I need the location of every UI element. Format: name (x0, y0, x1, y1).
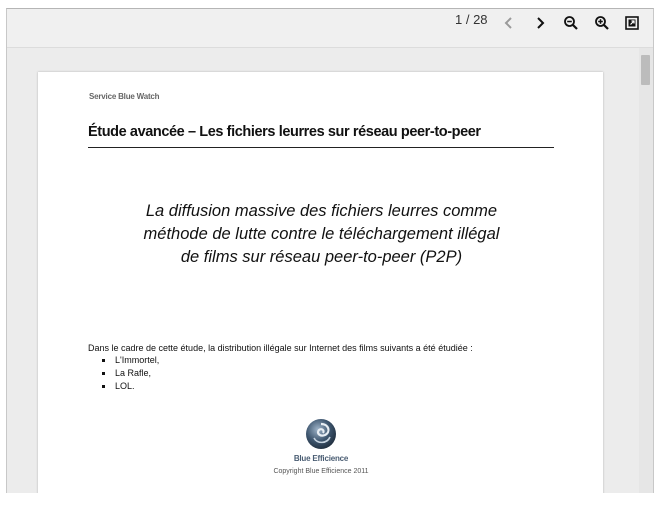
subtitle-line: de films sur réseau peer-to-peer (P2P) (180, 248, 463, 266)
film-title: L'Immortel, (115, 355, 160, 365)
list-item (102, 354, 159, 367)
zoom-in-button[interactable] (590, 11, 614, 35)
document-header-small: Service Blue Watch (89, 92, 160, 101)
pdf-viewer (6, 8, 654, 493)
title-divider (88, 147, 554, 148)
zoom-out-button[interactable] (559, 11, 583, 35)
viewer-toolbar (7, 9, 653, 48)
film-title: La Rafle, (115, 368, 152, 378)
zoom-out-icon (563, 15, 579, 31)
intro-paragraph: Dans le cadre de cette étude, la distribution illégale sur Internet des films suivants a été étudiée : (88, 343, 473, 353)
subtitle-line: La diffusion massive des fichiers leurres comme (145, 202, 498, 220)
list-item (102, 380, 159, 393)
copyright-text: Copyright Blue Efficience 2011 (273, 468, 369, 475)
popout-button[interactable] (620, 11, 644, 35)
chevron-left-icon (502, 16, 516, 30)
document-subtitle (98, 200, 545, 269)
bullet-icon (102, 385, 105, 388)
previous-page-button[interactable] (497, 11, 521, 35)
brand-name: Blue Efficience (293, 454, 349, 463)
document-page (38, 72, 603, 493)
next-page-button[interactable] (528, 11, 552, 35)
page-indicator[interactable]: 1 / 28 (455, 12, 488, 27)
list-item (102, 367, 159, 380)
scrollbar-thumb[interactable] (641, 55, 650, 85)
vertical-scrollbar[interactable] (639, 48, 653, 493)
film-title: LOL. (115, 381, 135, 391)
blue-efficience-logo-icon (305, 418, 337, 450)
document-title: Étude avancée – Les fichiers leurres sur réseau peer-to-peer (88, 124, 481, 140)
popout-icon (625, 16, 639, 30)
film-list (102, 354, 159, 393)
zoom-in-icon (594, 15, 610, 31)
bullet-icon (102, 359, 105, 362)
chevron-right-icon (533, 16, 547, 30)
bullet-icon (102, 372, 105, 375)
subtitle-line: méthode de lutte contre le téléchargement illégal (143, 225, 500, 243)
